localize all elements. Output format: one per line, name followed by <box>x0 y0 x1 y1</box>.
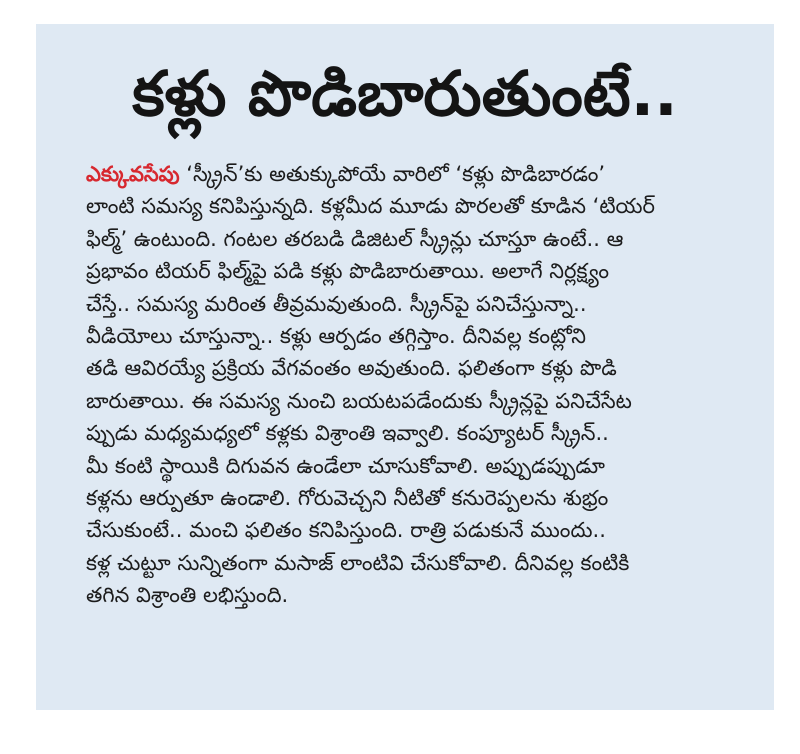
body-line: కళ్లను ఆర్పుతూ ఉండాలి. గోరువెచ్చని నీటితో కనురెప్పలను శుభ్రం <box>86 485 609 510</box>
body-line: మీ కంటి స్థాయికి దిగువన ఉండేలా చూసుకోవాలి. అప్పుడప్పుడూ <box>86 453 605 478</box>
body-line: వీడియోలు చూస్తున్నా.. కళ్లు ఆర్పడం తగ్గిస్తాం. దీనివల్ల కంట్లోని <box>86 323 587 348</box>
body-line: ప్రభావం టియర్ ఫిల్మ్‌పై పడి కళ్లు పొడిబారుతాయి. అలాగే నిర్లక్ష్యం <box>86 259 609 284</box>
body-line: కళ్ల చుట్టూ సున్నితంగా మసాజ్ లాంటివి చేసుకోవాలి. దీనివల్ల కంటికి <box>86 550 630 575</box>
body-line: లాంటి సమస్య కనిపిస్తున్నది. కళ్లమీద మూడు పొరలతో కూడిన ‘టియర్ <box>86 194 655 219</box>
article-card <box>36 24 774 710</box>
body-line-1-rest: ‘స్క్రీన్’కు అతుక్కుపోయే వారిలో ‘కళ్లు పొడిబారడం’ <box>179 162 606 186</box>
body-line-first <box>86 158 736 190</box>
body-line: తగిన విశ్రాంతి లభిస్తుంది. <box>86 583 289 608</box>
body-line: ఫిల్మ్’ ఉంటుంది. గంటల తరబడి డిజిటల్ స్క్రీన్లు చూస్తూ ఉంటే.. ఆ <box>86 226 624 251</box>
lead-word: ఎక్కువసేపు <box>86 162 180 186</box>
headline: కళ్లు పొడిబారుతుంటే.. <box>132 57 678 130</box>
body-line: చేసుకుంటే.. మంచి ఫలితం కనిపిస్తుంది. రాత్రి పడుకునే ముందు.. <box>86 518 606 543</box>
body-line: చేస్తే.. సమస్య మరింత తీవ్రమవుతుంది. స్క్రీన్‌పై పనిచేస్తున్నా.. <box>86 291 587 316</box>
body-line: తడి ఆవిరయ్యే ప్రక్రియ వేగవంతం అవుతుంది. ఫలితంగా కళ్లు పొడి <box>86 356 617 381</box>
body-line: ప్పుడు మధ్యమధ్యలో కళ్లకు విశ్రాంతి ఇవ్వాలి. కంప్యూటర్ స్క్రీన్.. <box>86 421 609 446</box>
article-body <box>86 158 736 611</box>
body-line: బారుతాయి. ఈ సమస్య నుంచి బయటపడేందుకు స్క్రీన్లపై పనిచేసేట <box>86 388 632 413</box>
